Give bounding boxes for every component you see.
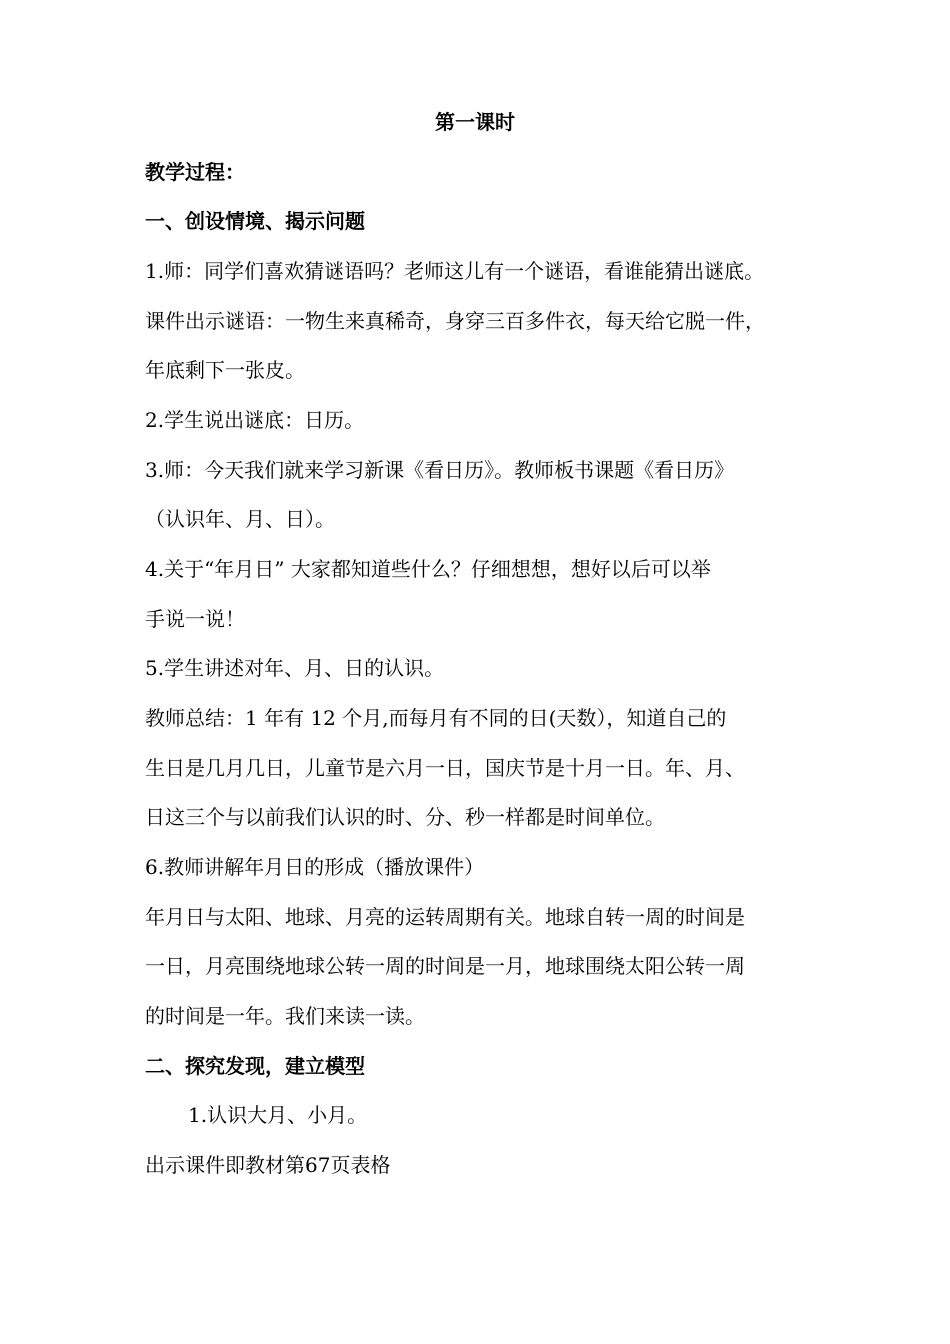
lesson-title: 第一课时 [435, 110, 515, 134]
paragraph-line: 年底剩下一张皮。 [145, 358, 305, 382]
paragraph-line: 1.认识大月、小月。 [188, 1103, 368, 1127]
paragraph-line: 教师总结：1 年有 12 个月,而每月有不同的日(天数），知道自己的 [145, 706, 727, 730]
paragraph-line: 1.师：同学们喜欢猜谜语吗？老师这儿有一个谜语，看谁能猜出谜底。 [145, 259, 765, 283]
paragraph-line: 6.教师讲解年月日的形成（播放课件） [145, 855, 485, 879]
paragraph-line: 生日是几月几日，儿童节是六月一日，国庆节是十月一日。年、月、 [145, 756, 745, 780]
paragraph-line: 3.师：今天我们就来学习新课《看日历》。教师板书课题《看日历》 [145, 458, 735, 482]
paragraph-line: （认识年、月、日）。 [145, 507, 335, 531]
paragraph-line: 4.关于“年月日” 大家都知道些什么？仔细想想，想好以后可以举 [145, 557, 711, 581]
paragraph-line: 日这三个与以前我们认识的时、分、秒一样都是时间单位。 [145, 805, 665, 829]
paragraph-line: 的时间是一年。我们来读一读。 [145, 1004, 425, 1028]
paragraph-line: 一日，月亮围绕地球公转一周的时间是一月，地球围绕太阳公转一周 [145, 954, 745, 978]
paragraph-line: 课件出示谜语：一物生来真稀奇，身穿三百多件衣，每天给它脱一件， [145, 309, 765, 333]
paragraph-line: 5.学生讲述对年、月、日的认识。 [145, 656, 445, 680]
paragraph-line: 2.学生说出谜底：日历。 [145, 408, 365, 432]
section-label-teaching-process: 教学过程： [145, 160, 245, 184]
section-heading-1: 一、创设情境、揭示问题 [145, 209, 365, 233]
paragraph-line: 手说一说！ [145, 607, 245, 631]
paragraph-line: 年月日与太阳、地球、月亮的运转周期有关。地球自转一周的时间是 [145, 905, 745, 929]
paragraph-line: 出示课件即教材第67页表格 [145, 1153, 391, 1177]
section-heading-2: 二、探究发现，建立模型 [145, 1054, 365, 1078]
